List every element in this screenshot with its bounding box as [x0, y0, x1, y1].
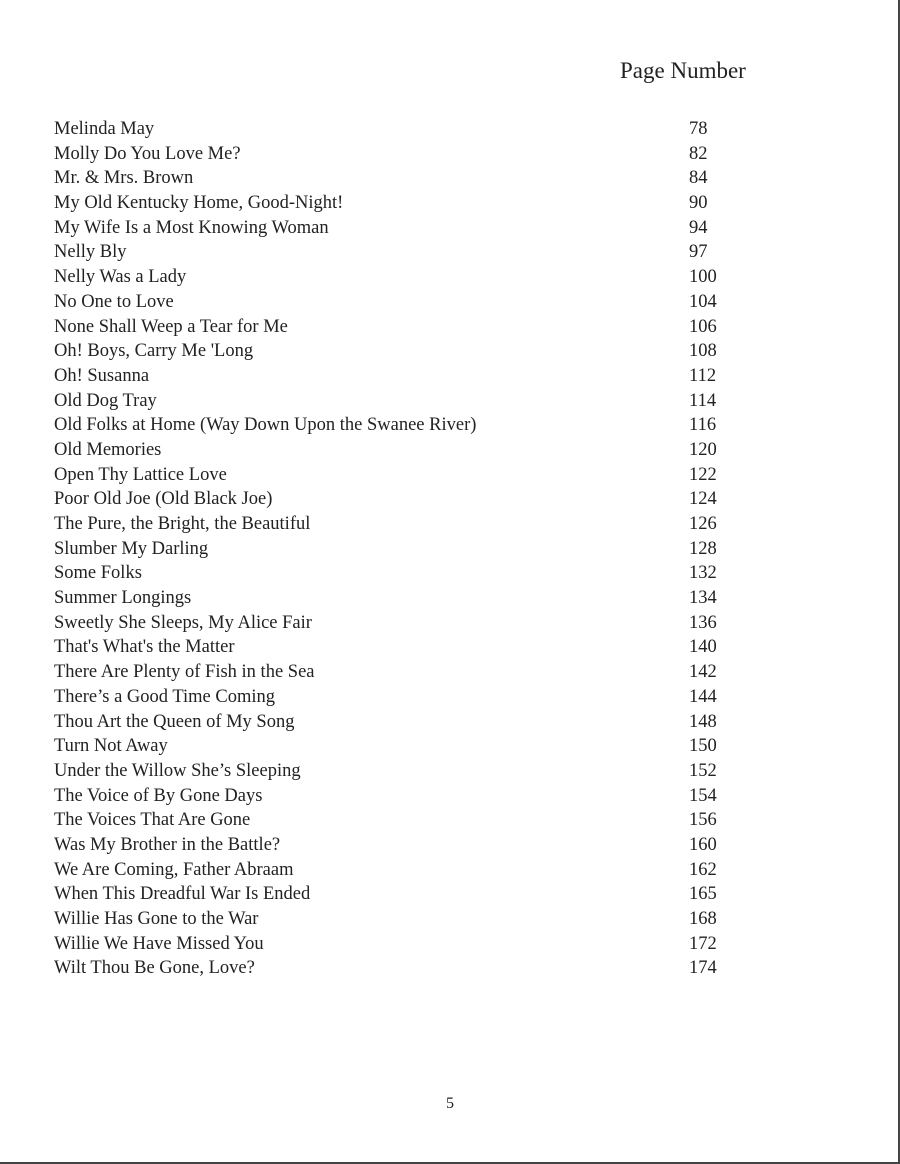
toc-entry-page-number: 162 — [689, 859, 717, 880]
page-number-column-header: Page Number — [620, 58, 746, 83]
toc-entry-title: Old Dog Tray — [54, 390, 157, 411]
toc-entry — [54, 586, 774, 611]
toc-entry — [54, 685, 774, 710]
toc-entry-page-number: 152 — [689, 760, 717, 781]
toc-entry-page-number: 136 — [689, 612, 717, 633]
toc-entry-title: Was My Brother in the Battle? — [54, 834, 281, 855]
toc-entry-page-number: 148 — [689, 711, 717, 732]
toc-entry — [54, 932, 774, 957]
toc-entry-title: The Pure, the Bright, the Beautiful — [54, 514, 311, 534]
toc-entry-title: That's What's the Matter — [54, 637, 235, 658]
toc-entry-title: No One to Love — [54, 291, 174, 312]
toc-entry-title: Slumber My Darling — [54, 538, 209, 559]
toc-entry-page-number: 154 — [689, 785, 717, 806]
toc-entry — [54, 413, 774, 438]
toc-entry-title: Molly Do You Love Me? — [54, 143, 241, 164]
toc-entry-title: None Shall Weep a Tear for Me — [54, 316, 288, 337]
toc-entry-title: Old Folks at Home (Way Down Upon the Swanee River) — [54, 415, 477, 436]
toc-entry — [54, 734, 774, 759]
toc-entry — [54, 166, 774, 191]
toc-entry — [54, 315, 774, 340]
toc-entry — [54, 438, 774, 463]
toc-entry-page-number: 140 — [689, 637, 717, 658]
toc-entry — [54, 611, 774, 636]
toc-entry — [54, 240, 774, 265]
toc-entry-title: Willie We Have Missed You — [54, 933, 264, 954]
toc-entry — [54, 339, 774, 364]
toc-entry-page-number: 116 — [689, 415, 717, 436]
toc-entry-page-number: 104 — [689, 291, 717, 312]
toc-entry-page-number: 156 — [689, 810, 717, 831]
toc-entry — [54, 759, 774, 784]
toc-entry-page-number: 114 — [689, 390, 717, 411]
toc-entry-page-number: 94 — [689, 217, 708, 238]
toc-entry — [54, 956, 774, 981]
toc-entry-title: Willie Has Gone to the War — [54, 909, 259, 929]
toc-entry-page-number: 142 — [689, 662, 717, 683]
toc-entry-page-number: 108 — [689, 341, 717, 362]
toc-entry-title: The Voices That Are Gone — [54, 810, 251, 831]
toc-entry-page-number: 165 — [689, 884, 717, 905]
toc-entry — [54, 487, 774, 512]
toc-entry-page-number: 128 — [689, 538, 717, 559]
toc-entry-page-number: 168 — [689, 909, 717, 929]
toc-entry-page-number: 126 — [689, 514, 717, 534]
toc-entry-title: Open Thy Lattice Love — [54, 464, 227, 485]
toc-entry — [54, 710, 774, 735]
toc-entry — [54, 660, 774, 685]
toc-entry-title: Nelly Bly — [54, 242, 127, 263]
toc-entry-title: We Are Coming, Father Abraam — [54, 859, 294, 880]
toc-entry — [54, 808, 774, 833]
toc-entry-page-number: 172 — [689, 933, 717, 954]
toc-entry-title: Oh! Susanna — [54, 365, 150, 386]
toc-entry-page-number: 97 — [689, 242, 708, 263]
toc-entry-page-number: 120 — [689, 439, 717, 460]
toc-entry-title: When This Dreadful War Is Ended — [54, 884, 311, 905]
toc-entry-page-number: 84 — [689, 168, 708, 189]
toc-entry-title: Summer Longings — [54, 588, 192, 609]
toc-entry-title: There’s a Good Time Coming — [54, 686, 275, 707]
toc-entry — [54, 858, 774, 883]
toc-entry-page-number: 132 — [689, 563, 717, 584]
toc-entry-title: Turn Not Away — [54, 736, 168, 757]
toc-entry — [54, 265, 774, 290]
toc-entry — [54, 512, 774, 537]
page-folio-number: 5 — [446, 1095, 454, 1112]
toc-entry-title: Some Folks — [54, 563, 142, 584]
toc-entry-title: Oh! Boys, Carry Me 'Long — [54, 341, 254, 362]
toc-entry — [54, 117, 774, 142]
toc-entry — [54, 833, 774, 858]
toc-entry — [54, 784, 774, 809]
table-of-contents-list — [54, 117, 774, 981]
toc-entry — [54, 364, 774, 389]
toc-entry-page-number: 106 — [689, 316, 717, 337]
toc-entry — [54, 907, 774, 932]
toc-entry — [54, 561, 774, 586]
toc-entry — [54, 882, 774, 907]
toc-entry-title: The Voice of By Gone Days — [54, 785, 263, 806]
toc-entry — [54, 389, 774, 414]
toc-entry-page-number: 82 — [689, 143, 708, 164]
toc-entry-title: Thou Art the Queen of My Song — [54, 711, 295, 732]
toc-entry-title: There Are Plenty of Fish in the Sea — [54, 662, 315, 683]
toc-entry-page-number: 100 — [689, 267, 717, 288]
toc-entry — [54, 142, 774, 167]
toc-entry-page-number: 78 — [689, 119, 708, 139]
toc-entry-page-number: 134 — [689, 588, 717, 609]
toc-entry — [54, 635, 774, 660]
toc-entry — [54, 191, 774, 216]
toc-entry-title: Under the Willow She’s Sleeping — [54, 760, 301, 781]
toc-entry-page-number: 122 — [689, 464, 717, 485]
toc-entry-page-number: 144 — [689, 686, 717, 707]
toc-entry-title: Poor Old Joe (Old Black Joe) — [54, 489, 273, 510]
toc-entry-title: My Wife Is a Most Knowing Woman — [54, 217, 329, 238]
toc-entry-page-number: 90 — [689, 193, 708, 214]
toc-entry — [54, 537, 774, 562]
toc-entry-page-number: 160 — [689, 834, 717, 855]
toc-entry-title: Wilt Thou Be Gone, Love? — [54, 958, 255, 979]
toc-entry-title: Melinda May — [54, 119, 155, 139]
toc-entry-title: My Old Kentucky Home, Good-Night! — [54, 193, 344, 214]
toc-entry-page-number: 150 — [689, 736, 717, 757]
toc-entry — [54, 290, 774, 315]
toc-entry — [54, 463, 774, 488]
toc-entry-title: Sweetly She Sleeps, My Alice Fair — [54, 612, 312, 633]
toc-entry-page-number: 174 — [689, 958, 717, 979]
toc-entry-page-number: 112 — [689, 365, 717, 386]
toc-entry-title: Mr. & Mrs. Brown — [54, 168, 194, 189]
toc-entry — [54, 216, 774, 241]
toc-entry-title: Nelly Was a Lady — [54, 267, 187, 288]
toc-entry-page-number: 124 — [689, 489, 717, 510]
toc-entry-title: Old Memories — [54, 439, 162, 460]
